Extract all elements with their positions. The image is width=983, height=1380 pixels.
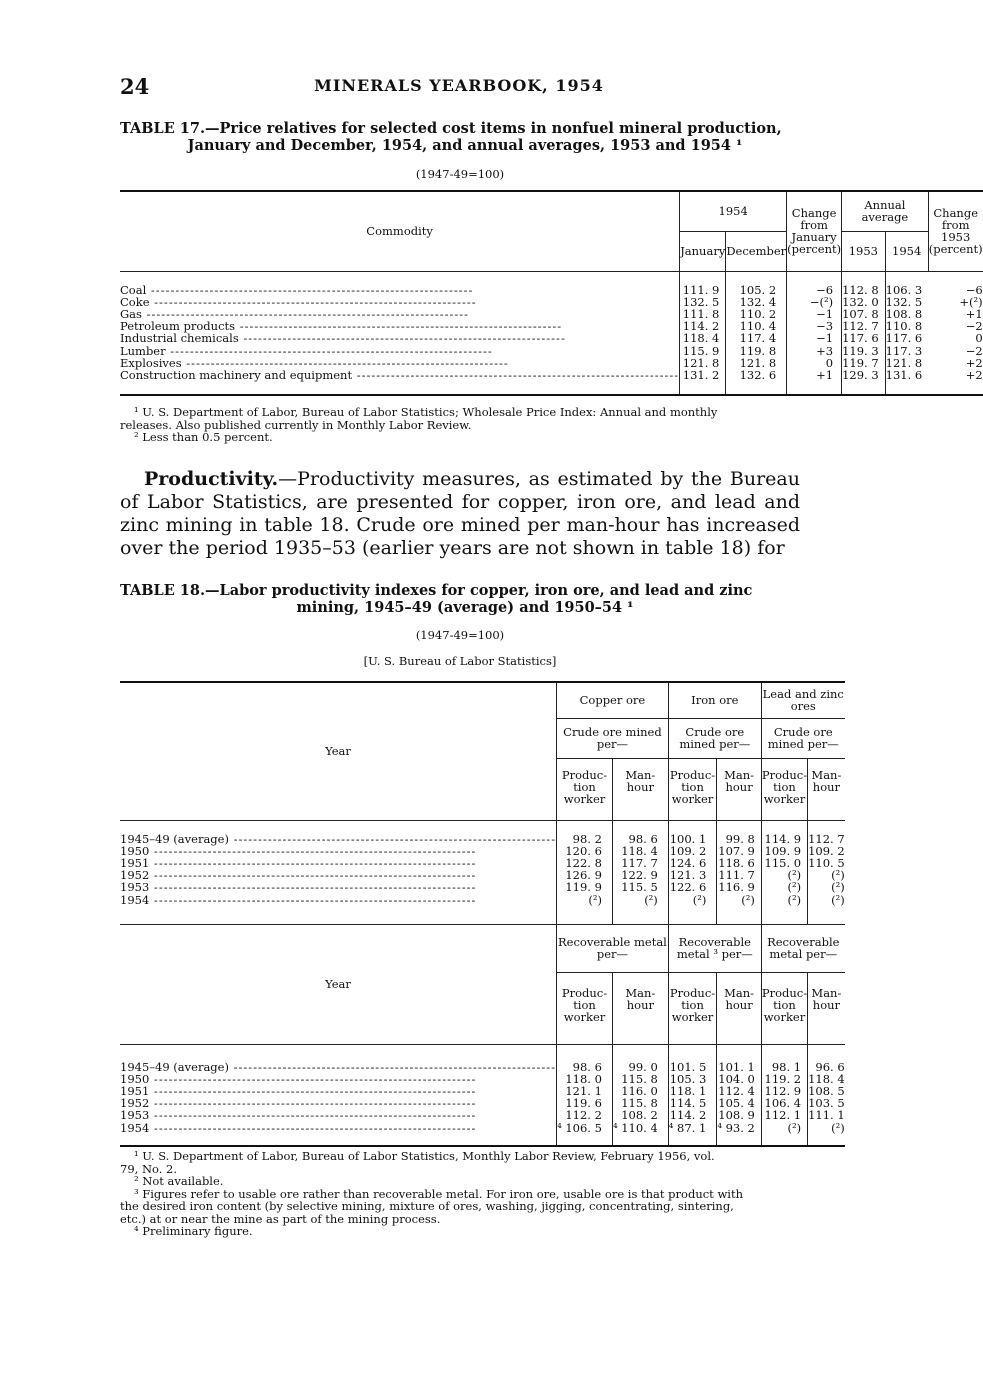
table-cell: ⁴ 93. 2	[717, 1120, 755, 1135]
change-jan-header: Change from January (percent)	[787, 191, 842, 271]
table-cell: (²)	[644, 892, 658, 907]
change-jan-column	[787, 271, 842, 395]
table-cell: 124. 6	[669, 855, 707, 870]
table-cell: 110. 2	[739, 306, 777, 321]
iron-man-hour-header: Man- hour	[717, 758, 762, 820]
rec-iron-man-hour-header: Man- hour	[717, 972, 762, 1044]
table-cell: +2	[965, 355, 983, 370]
row-label: Coal -----	[120, 284, 679, 296]
rec-iron-hour-column	[717, 1044, 762, 1146]
table-cell: 111. 7	[718, 868, 755, 883]
table-cell: 121. 8	[739, 355, 777, 370]
table-cell: 118. 4	[808, 1071, 845, 1086]
table-cell: 129. 3	[842, 367, 879, 382]
table-cell: −6	[816, 282, 834, 297]
crude-iron-hour-column	[717, 820, 762, 924]
crude-leadzinc-hour-column	[808, 820, 845, 924]
table-cell: 111. 1	[808, 1108, 845, 1123]
table-cell: −1	[816, 331, 834, 346]
commodity-header: Commodity	[120, 191, 680, 271]
table-cell: −2	[965, 343, 983, 358]
row-label: Industrial chemicals -----	[120, 332, 679, 344]
table-cell: 109. 2	[669, 843, 707, 858]
table-cell: 118. 0	[565, 1071, 602, 1086]
year-header: Year	[120, 682, 557, 820]
table18-base: (1947-49=100)	[415, 628, 505, 642]
row-label: Explosives -----	[120, 357, 679, 369]
table-cell: 120. 6	[565, 843, 602, 858]
table-cell: (²)	[741, 892, 755, 907]
book-title: MINERALS YEARBOOK, 1954	[314, 76, 604, 95]
table-cell: 121. 8	[885, 355, 923, 370]
avg1953-column	[842, 271, 886, 395]
table-cell: 114. 2	[669, 1108, 707, 1123]
table-cell: 115. 8	[621, 1096, 658, 1111]
table-cell: 116. 0	[621, 1083, 658, 1098]
table-cell: (²)	[831, 1120, 845, 1135]
table-cell: 122. 9	[621, 868, 658, 883]
avg1954-header: 1954	[885, 231, 928, 271]
table-cell: 112. 8	[842, 282, 879, 297]
table-cell: 112. 7	[842, 319, 879, 334]
page-number: 24	[120, 74, 150, 99]
table-cell: 119. 9	[565, 880, 602, 895]
copper-man-hour-header: Man- hour	[612, 758, 668, 820]
table-cell: 117. 3	[885, 343, 923, 358]
table-cell: 105. 3	[669, 1071, 707, 1086]
table-cell: (²)	[831, 892, 845, 907]
table-cell: 118. 1	[669, 1083, 707, 1098]
table-cell: 105. 4	[718, 1096, 755, 1111]
table18-source: [U. S. Bureau of Labor Statistics]	[363, 654, 557, 668]
row-label: 1951 -----	[120, 857, 556, 869]
table-cell: (²)	[588, 892, 602, 907]
year1954-header: 1954	[680, 191, 787, 231]
table-cell: 112. 7	[808, 831, 845, 846]
crude-copper-worker-column	[557, 820, 613, 924]
table-cell: 99. 8	[725, 831, 755, 846]
row-label: Construction machinery and equipment -----	[120, 369, 679, 381]
table-cell: 121. 8	[682, 355, 720, 370]
row-label: 1953 -----	[120, 1109, 556, 1121]
january-column	[680, 271, 726, 395]
table-cell: ⁴ 87. 1	[668, 1120, 707, 1135]
table-cell: +3	[816, 343, 834, 358]
table-cell: 119. 6	[565, 1096, 602, 1111]
table-cell: 114. 9	[764, 831, 802, 846]
table-cell: 112. 9	[764, 1083, 802, 1098]
row-label: 1953 -----	[120, 881, 556, 893]
table-cell: 96. 6	[815, 1059, 845, 1074]
table-cell: 121. 3	[669, 868, 707, 883]
table-cell: 122. 8	[565, 855, 602, 870]
row-label: 1950 -----	[120, 1073, 556, 1085]
table-cell: 103. 5	[808, 1096, 845, 1111]
row-label: Gas -----	[120, 308, 679, 320]
table-cell: 116. 9	[718, 880, 755, 895]
table-cell: −(²)	[809, 294, 834, 309]
change-1953-column	[928, 271, 982, 395]
table-cell: 109. 9	[764, 843, 802, 858]
lead-zinc-ores-header: Lead and zinc ores	[761, 682, 844, 718]
rec-copper-worker-column	[557, 1044, 613, 1146]
table-cell: 112. 1	[764, 1108, 802, 1123]
table-cell: (²)	[831, 868, 845, 883]
table-cell: 117. 6	[842, 331, 879, 346]
table-cell: 131. 2	[682, 367, 720, 382]
table-cell: 126. 9	[565, 868, 602, 883]
copper-ore-header: Copper ore	[557, 682, 669, 718]
table-cell: +1	[965, 306, 983, 321]
iron-production-worker-header: Produc- tion worker	[668, 758, 717, 820]
table-cell: 111. 9	[682, 282, 720, 297]
table-cell: 108. 5	[808, 1083, 845, 1098]
rec-copper-man-hour-header: Man- hour	[612, 972, 668, 1044]
table-cell: 105. 2	[739, 282, 777, 297]
table-cell: 118. 6	[718, 855, 755, 870]
table-cell: 117. 4	[739, 331, 777, 346]
leadzinc-recoverable-header: Recoverable metal per—	[761, 924, 844, 972]
rec-iron-production-worker-header: Produc- tion worker	[668, 972, 717, 1044]
table-cell: 111. 8	[682, 306, 720, 321]
table-cell: 117. 6	[885, 331, 923, 346]
table-cell: (²)	[787, 868, 802, 883]
table-cell: 101. 1	[718, 1059, 755, 1074]
table-cell: 115. 8	[621, 1071, 658, 1086]
table-cell: 132. 0	[842, 294, 879, 309]
table-cell: 114. 5	[669, 1096, 707, 1111]
table-cell: 101. 5	[669, 1059, 707, 1074]
table-cell: 115. 5	[621, 880, 658, 895]
crude-year-column	[120, 820, 557, 924]
productivity-paragraph	[120, 468, 800, 560]
table-cell: 98. 6	[572, 1059, 602, 1074]
commodity-column	[120, 271, 680, 395]
running-head	[120, 74, 798, 100]
crude-leadzinc-worker-column	[761, 820, 807, 924]
table-cell: (²)	[831, 880, 845, 895]
paragraph-lead: Productivity.	[144, 468, 279, 490]
table17	[120, 190, 983, 396]
row-label: 1951 -----	[120, 1085, 556, 1097]
table-cell: 115. 0	[764, 855, 802, 870]
rec-year-column	[120, 1044, 557, 1146]
table-cell: 119. 3	[842, 343, 879, 358]
table-cell: 106. 4	[764, 1096, 802, 1111]
rec-leadzinc-hour-column	[808, 1044, 845, 1146]
table-cell: 117. 7	[621, 855, 658, 870]
december-column	[726, 271, 787, 395]
row-label: Lumber -----	[120, 345, 679, 357]
table-cell: 114. 2	[682, 319, 720, 334]
table-cell: 107. 8	[842, 306, 879, 321]
january-header: January	[680, 231, 726, 271]
row-label: 1945–49 (average) -----	[120, 833, 556, 845]
december-header: December	[726, 231, 787, 271]
row-label: 1952 -----	[120, 869, 556, 881]
table-cell: ⁴ 110. 4	[612, 1120, 658, 1135]
table-cell: ⁴ 106. 5	[557, 1120, 602, 1135]
row-label: 1945–49 (average) -----	[120, 1061, 556, 1073]
rec-copper-production-worker-header: Produc- tion worker	[557, 972, 613, 1044]
table-cell: +2	[965, 367, 983, 382]
year-header-2: Year	[120, 924, 557, 1044]
table-cell: 119. 2	[764, 1071, 802, 1086]
table-cell: 100. 1	[669, 831, 707, 846]
rec-iron-worker-column	[668, 1044, 717, 1146]
table-cell: 108. 9	[718, 1108, 755, 1123]
rec-copper-hour-column	[612, 1044, 668, 1146]
table-cell: 132. 5	[885, 294, 923, 309]
table-cell: −2	[965, 319, 983, 334]
table-cell: 108. 8	[885, 306, 923, 321]
table-cell: 115. 9	[682, 343, 720, 358]
row-label: 1950 -----	[120, 845, 556, 857]
table-cell: 121. 1	[565, 1083, 602, 1098]
change-1953-header: Change from 1953 (percent)	[928, 191, 982, 271]
table-cell: 131. 6	[885, 367, 923, 382]
leadzinc-crude-header: Crude ore mined per—	[761, 718, 844, 758]
rec-leadzinc-man-hour-header: Man- hour	[808, 972, 845, 1044]
table-cell: 106. 3	[885, 282, 923, 297]
table-cell: 112. 4	[718, 1083, 755, 1098]
table-cell: 122. 6	[669, 880, 707, 895]
leadzinc-production-worker-header: Produc- tion worker	[761, 758, 807, 820]
row-label: Coke -----	[120, 296, 679, 308]
table-cell: 132. 5	[682, 294, 720, 309]
table-cell: (²)	[787, 1120, 802, 1135]
table-cell: 98. 1	[771, 1059, 802, 1074]
table18-title: TABLE 18.—Labor productivity indexes for copper, iron ore, and lead and zinc mining, 1945–49 (average) and 1950–54 ¹	[120, 582, 753, 616]
table18	[120, 681, 845, 1147]
table-cell: (²)	[787, 892, 802, 907]
table-cell: −6	[965, 282, 983, 297]
table-cell: 99. 0	[628, 1059, 658, 1074]
table-cell: +1	[816, 367, 834, 382]
table-cell: 110. 4	[739, 319, 777, 334]
table-cell: −3	[816, 319, 834, 334]
table-cell: 104. 0	[718, 1071, 755, 1086]
row-label: 1954 -----	[120, 894, 556, 906]
leadzinc-man-hour-header: Man- hour	[808, 758, 845, 820]
table-cell: 112. 2	[565, 1108, 602, 1123]
table18-footnotes: ¹ U. S. Department of Labor, Bureau of Labor Statistics, Monthly Labor Review, February 1956, vol. 79, No. 2. ² Not available. ³ Figures refer to usable ore rather than recoverable metal. For iron ore, usable ore is that product with the desired iron content (by selective mining, mixture of ores, washing, jigging, concentrating, sintering, etc.) at or near the mine as part of the mining process. ⁴ Preliminary figure.	[120, 1149, 743, 1238]
copper-crude-header: Crude ore mined per—	[557, 718, 669, 758]
iron-crude-header: Crude ore mined per—	[668, 718, 761, 758]
table17-title: TABLE 17.—Price relatives for selected cost items in nonfuel mineral production, January and December, 1954, and annual averages, 1953 and 1954 ¹	[120, 120, 782, 154]
rec-leadzinc-worker-column	[761, 1044, 807, 1146]
row-label: 1954 -----	[120, 1122, 556, 1134]
table-cell: 109. 2	[808, 843, 845, 858]
table-cell: 98. 6	[628, 831, 658, 846]
row-label: 1952 -----	[120, 1097, 556, 1109]
copper-recoverable-header: Recoverable metal per—	[557, 924, 669, 972]
table-cell: +(²)	[959, 294, 983, 309]
table-cell: 108. 2	[621, 1108, 658, 1123]
table-cell: 119. 7	[842, 355, 879, 370]
table-cell: 110. 5	[808, 855, 845, 870]
table-cell: 107. 9	[718, 843, 755, 858]
table-cell: 132. 6	[739, 367, 777, 382]
table-cell: −1	[816, 306, 834, 321]
table-cell: 132. 4	[739, 294, 777, 309]
table-cell: 0	[825, 355, 834, 370]
paragraph-text: —Productivity measures, as estimated by the Bureau of Labor Statistics, are presented for copper, iron ore, and lead and zinc mining in table 18. Crude ore mined per man-hour has increased over the period 1935–53 (earlier years are not shown in table 18) for	[120, 468, 800, 559]
annual-average-header: Annual average	[842, 191, 929, 231]
iron-ore-header: Iron ore	[668, 682, 761, 718]
avg1954-column	[885, 271, 928, 395]
row-label: Petroleum products -----	[120, 320, 679, 332]
table-cell: 118. 4	[621, 843, 658, 858]
crude-copper-hour-column	[612, 820, 668, 924]
table-cell: 110. 8	[885, 319, 923, 334]
table17-base: (1947-49=100)	[415, 167, 505, 181]
table-cell: (²)	[692, 892, 707, 907]
crude-iron-worker-column	[668, 820, 717, 924]
table-cell: 98. 2	[572, 831, 602, 846]
rec-leadzinc-production-worker-header: Produc- tion worker	[761, 972, 807, 1044]
iron-recoverable-header: Recoverable metal ³ per—	[668, 924, 761, 972]
table-cell: 119. 8	[739, 343, 777, 358]
table-cell: 118. 4	[682, 331, 720, 346]
avg1953-header: 1953	[842, 231, 886, 271]
table-cell: 0	[975, 331, 983, 346]
table17-footnotes: ¹ U. S. Department of Labor, Bureau of Labor Statistics; Wholesale Price Index: Annual and monthly releases. Also published currently in Monthly Labor Review. ² Less than 0.5 percent.	[120, 405, 718, 444]
copper-production-worker-header: Produc- tion worker	[557, 758, 613, 820]
table-cell: (²)	[787, 880, 802, 895]
